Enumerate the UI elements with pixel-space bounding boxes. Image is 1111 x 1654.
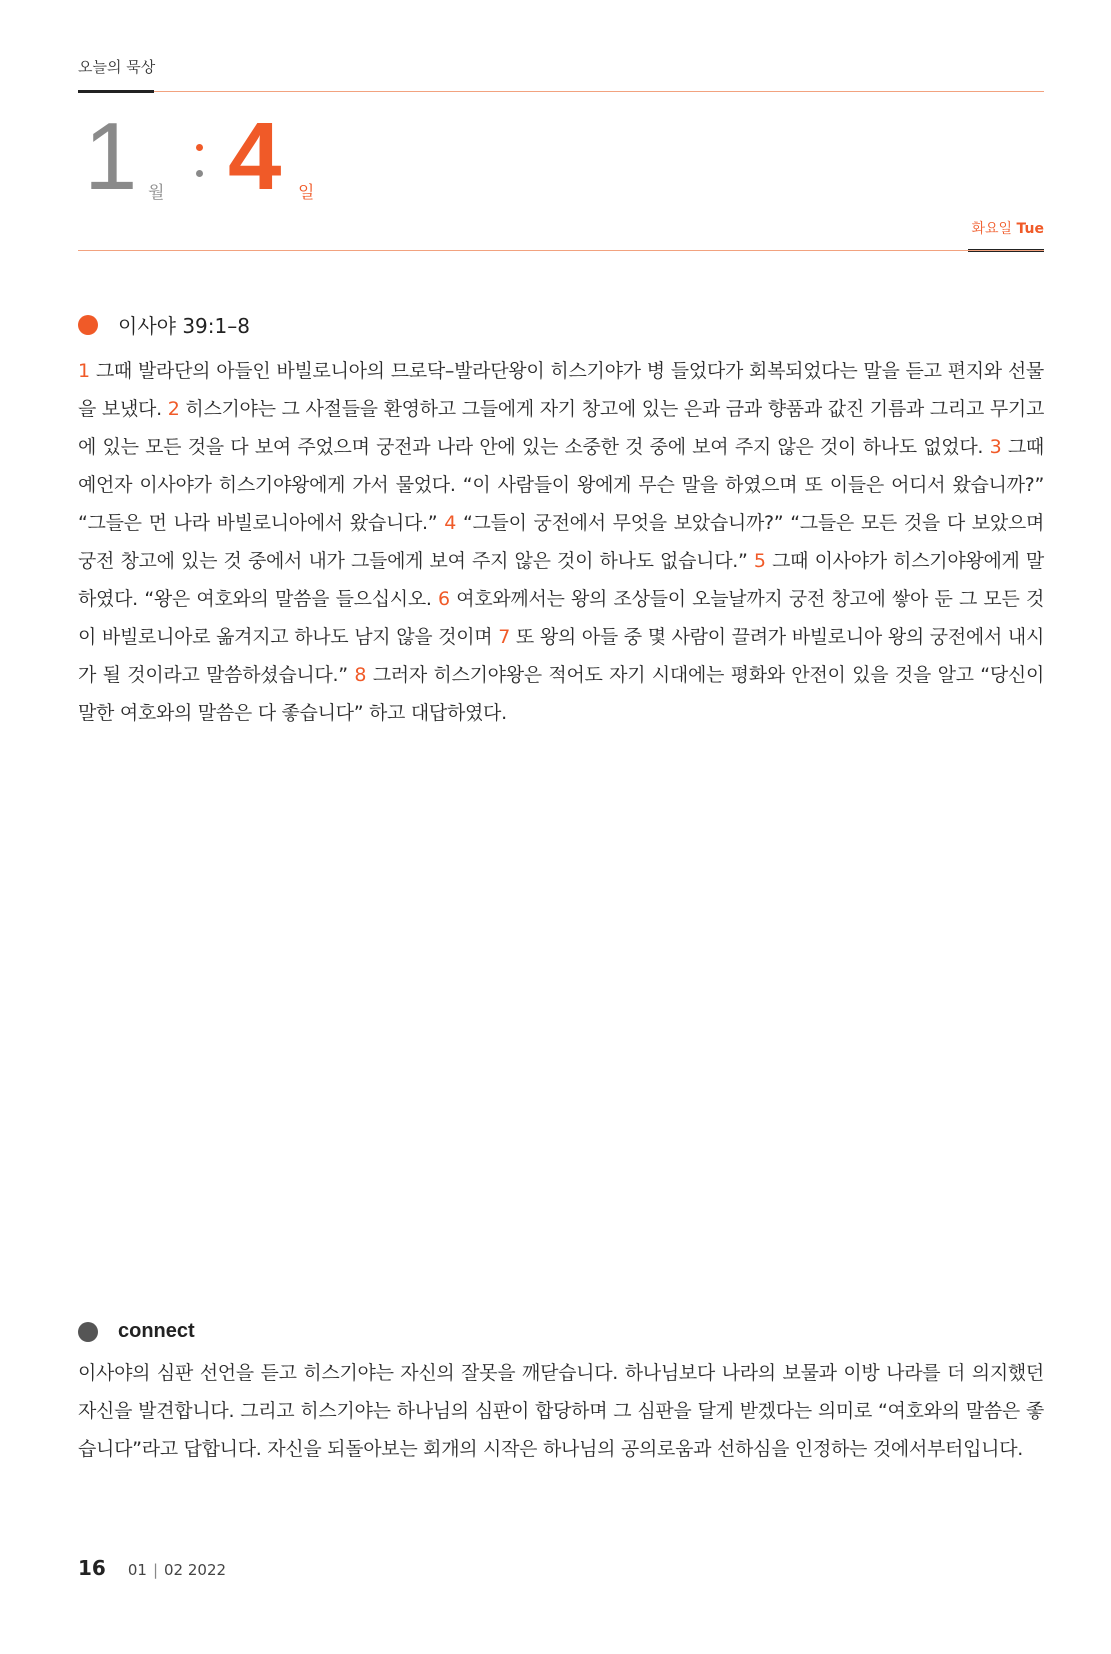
verse-text: 그때 발라단의 아들인 바빌로니아의 므로닥–발라단왕이 히스기야가 병 들었다가 회복되었다는 말을 듣고 편지와 선물을 보냈다. — [78, 360, 1044, 420]
top-rule — [78, 91, 1044, 92]
top-rule-accent — [78, 90, 154, 93]
weekday-en: Tue — [1016, 221, 1044, 237]
issue-month-b: 02 2022 — [164, 1561, 227, 1579]
section-label: 오늘의 묵상 — [78, 58, 156, 76]
bullet-icon — [78, 1322, 98, 1342]
verse-number: 6 — [438, 588, 450, 610]
verse-number: 5 — [753, 550, 766, 572]
connect-text: 이사야의 심판 선언을 듣고 히스기야는 자신의 잘못을 깨닫습니다. 하나님보다 나라의 보물과 이방 나라를 더 의지했던 자신을 발견합니다. 그리고 히스기야는 하나님의 심판이 합당하며 그 심판을 달게 받겠다는 의미로 “여호와의 말씀은 좋습니다”라고 답합니다. 자신을 되돌아보는 회개의 시작은 하나님의 공의로움과 선하심을 인정하는 것에서부터입니다. — [78, 1362, 1044, 1460]
verse-text: 여호와께서는 왕의 조상들이 오늘날까지 궁전 창고에 쌓아 둔 그 모든 것이 바빌로니아로 옮겨지고 하나도 남지 않을 것이며 — [78, 588, 1045, 648]
verse-number: 4 — [444, 512, 457, 534]
issue-divider: | — [152, 1561, 158, 1579]
verse-number: 2 — [167, 398, 180, 420]
weekday-label — [971, 218, 1044, 238]
month-unit: 월 — [148, 183, 165, 202]
connect-heading — [78, 1320, 195, 1343]
verse-text: 히스기야는 그 사절들을 환영하고 그들에게 자기 창고에 있는 은과 금과 향품과 값진 기름과 그리고 무기고에 있는 모든 것을 다 보여 주었으며 궁전과 나라 안에 있는 소중한 것 중에 보여 주지 않은 것이 하나도 없었다. — [78, 398, 1045, 458]
verse-text: 또 왕의 아들 중 몇 사람이 끌려가 바빌로니아 왕의 궁전에서 내시가 될 것이라고 말씀하셨습니다.” — [78, 626, 1045, 686]
verse-text: 그러자 히스기야왕은 적어도 자기 시대에는 평화와 안전이 있을 것을 알고 “당신이 말한 여호와의 말씀은 다 좋습니다” 하고 대답하였다. — [78, 664, 1044, 724]
page-footer — [78, 1556, 226, 1580]
colon-bottom-dot — [196, 170, 203, 177]
weekday-ko: 화요일 — [971, 221, 1013, 237]
verse-text: “그들이 궁전에서 무엇을 보았습니까?” “그들은 모든 것을 다 보았으며 궁전 창고에 있는 것 중에서 내가 그들에게 보여 주지 않은 것이 하나도 없습니다.” — [78, 512, 1045, 572]
connect-title: connect — [118, 1320, 195, 1342]
colon-top-dot — [196, 144, 203, 151]
page-number: 16 — [78, 1556, 106, 1580]
header-rule — [78, 250, 1044, 251]
verse-number: 8 — [354, 664, 367, 686]
verse-text: 그때 이사야가 히스기야왕에게 말하였다. “왕은 여호와의 말씀을 들으십시오. — [78, 550, 1044, 610]
verse-number: 3 — [989, 436, 1002, 458]
verse-number: 1 — [78, 360, 90, 382]
issue-month-a: 01 — [127, 1561, 147, 1579]
scripture-reference: 이사야 39:1–8 — [118, 314, 250, 338]
day-number: 4 — [228, 103, 282, 210]
verse-number: 7 — [498, 626, 511, 648]
verse-text: 그때 예언자 이사야가 히스기야왕에게 가서 물었다. “이 사람들이 왕에게 무슨 말을 하였으며 또 이들은 어디서 왔습니까?” “그들은 먼 나라 바빌로니아에서 왔습니다.” — [78, 436, 1044, 534]
month-number: 1 — [84, 103, 138, 210]
scripture-heading — [78, 310, 250, 339]
scripture-text — [78, 352, 1044, 732]
bullet-icon — [78, 315, 98, 335]
day-unit: 일 — [298, 183, 315, 202]
